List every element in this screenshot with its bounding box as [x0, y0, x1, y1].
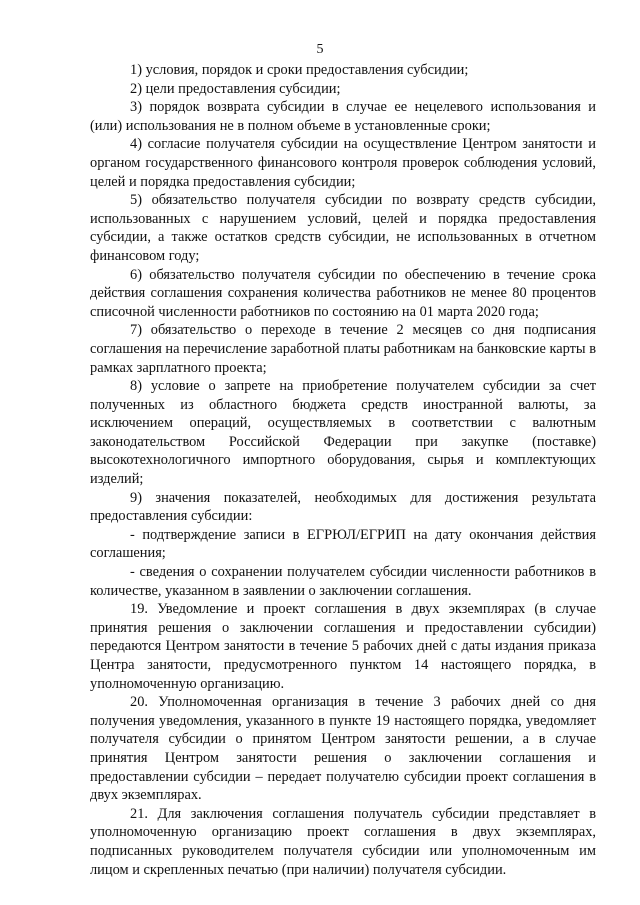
document-body [90, 61, 596, 879]
paragraph-clause-21: 21. Для заключения соглашения получатель субсидии представляет в уполномоченную организацию проект соглашения в двух экземплярах, подписанных руководителем получателя субсидии или уполномоченным им лицом и скрепленных печатью (при наличии) получателя субсидии. [90, 805, 596, 878]
paragraph-clause-20: 20. Уполномоченная организация в течение 3 рабочих дней со дня получения уведомления, указанного в пункте 19 настоящего порядка, уведомляет получателя субсидии о принятом Центром занятости решении, а в случае принятия Центром занятости решения о заключении соглашения и предоставлении субсидии – передает получателю субсидии проект соглашения в двух экземплярах. [90, 694, 596, 804]
paragraph-item-5: 5) обязательство получателя субсидии по возврату средств субсидии, использованных с нарушением условий, целей и порядка предоставления субсидии, а также остатков средств субсидии, не использованных в отчетном финансовом году; [90, 192, 596, 264]
paragraph-item-9: 9) значения показателей, необходимых для достижения результата предоставления субсидии: [90, 489, 596, 525]
paragraph-item-4: 4) согласие получателя субсидии на осуществление Центром занятости и органом государственного финансового контроля проверок соблюдения условий, целей и порядка предоставления субсидии; [90, 136, 596, 190]
paragraph-item-3: 3) порядок возврата субсидии в случае ее нецелевого использования и (или) использования не в полном объеме в установленные сроки; [90, 99, 596, 134]
paragraph-item-1: 1) условия, порядок и сроки предоставления субсидии; [130, 62, 469, 78]
page-number: 5 [316, 42, 324, 57]
paragraph-item-8: 8) условие о запрете на приобретение получателем субсидии за счет полученных из областного бюджета средств иностранной валюты, за исключением операций, осуществляемых в соответствии с валютным законодательством Российской Федерации при закупке (поставке) высокотехнологичного импортного оборудования, сырья и комплектующих изделий; [90, 378, 596, 488]
paragraph-clause-19: 19. Уведомление и проект соглашения в двух экземплярах (в случае принятия решения о заключении соглашения и предоставлении субсидии) передаются Центром занятости в течение 5 рабочих дней с даты издания приказа Центра занятости, предусмотренного пунктом 14 настоящего порядка, в уполномоченную организацию. [90, 601, 596, 692]
paragraph-item-2: 2) цели предоставления субсидии; [130, 80, 341, 97]
paragraph-indicator-staff: - сведения о сохранении получателем субсидии численности работников в количестве, указанном в заявлении о заключении соглашения. [90, 564, 596, 599]
paragraph-item-7: 7) обязательство о переходе в течение 2 месяцев со дня подписания соглашения на перечисление заработной платы работникам на банковские карты в рамках зарплатного проекта; [90, 322, 596, 376]
paragraph-item-6: 6) обязательство получателя субсидии по обеспечению в течение срока действия соглашения сохранения количества работников не менее 80 процентов списочной численности работников по состоянию на 01 марта 2020 года; [90, 266, 596, 320]
paragraph-indicator-record: - подтверждение записи в ЕГРЮЛ/ЕГРИП на дату окончания действия соглашения; [90, 526, 596, 562]
